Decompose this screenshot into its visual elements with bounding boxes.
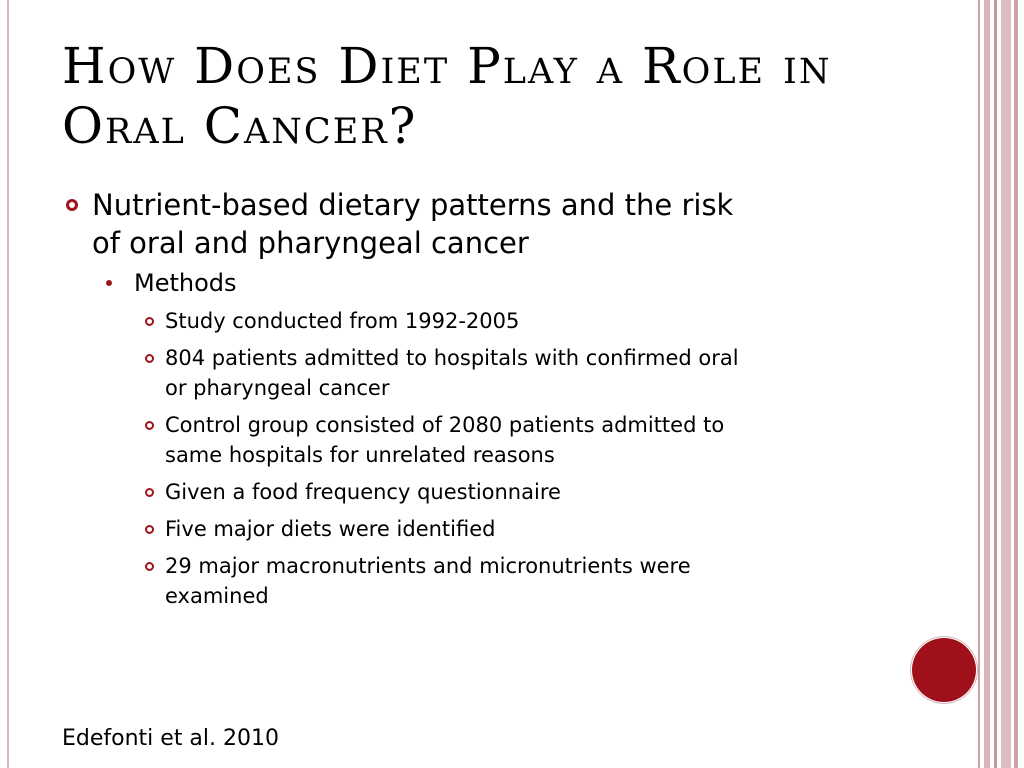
- citation: Edefonti et al. 2010: [62, 726, 280, 751]
- right-stripe: [1001, 0, 1011, 768]
- small-ring-bullet-icon: [145, 354, 154, 363]
- bullet-level1-line1: Nutrient-based dietary patterns and the risk: [92, 188, 734, 222]
- small-ring-bullet-icon: [145, 317, 154, 326]
- point-text: Study conducted from 1992-2005: [165, 309, 520, 333]
- right-stripe: [994, 0, 997, 768]
- small-ring-bullet-icon: [145, 421, 154, 430]
- bullet-level3: [62, 410, 892, 470]
- sub-heading-methods: Methods: [134, 269, 237, 297]
- right-stripe: [978, 0, 980, 768]
- point-text-continued: examined: [165, 584, 269, 608]
- small-ring-bullet-icon: [145, 525, 154, 534]
- point-text-continued: same hospitals for unrelated reasons: [165, 443, 555, 467]
- bullet-level3: [62, 514, 892, 544]
- point-text: Five major diets were identified: [165, 517, 496, 541]
- bullet-level3: [62, 551, 892, 611]
- bullet-level3: [62, 477, 892, 507]
- right-stripe: [984, 0, 990, 768]
- point-text: Given a food frequency questionnaire: [165, 480, 561, 504]
- dot-bullet-icon: [106, 280, 112, 286]
- bullet-level1: [62, 186, 892, 262]
- slide-title-line2: Oral Cancer?: [62, 97, 418, 155]
- point-text: 804 patients admitted to hospitals with confirmed oral: [165, 346, 739, 370]
- left-border-line: [7, 0, 9, 768]
- red-circle-icon: [912, 638, 976, 702]
- small-ring-bullet-icon: [145, 562, 154, 571]
- bullet-level3: [62, 343, 892, 403]
- point-text: 29 major macronutrients and micronutrients were: [165, 554, 691, 578]
- bullet-level1-line2: of oral and pharyngeal cancer: [92, 226, 529, 260]
- point-text-continued: or pharyngeal cancer: [165, 376, 390, 400]
- bullet-level2: [62, 268, 892, 298]
- slide-content: [62, 186, 892, 618]
- slide-title-line1: How Does Diet Play a Role in: [62, 37, 832, 95]
- slide-title: [62, 36, 942, 156]
- ring-bullet-icon: [66, 199, 78, 211]
- small-ring-bullet-icon: [145, 488, 154, 497]
- point-text: Control group consisted of 2080 patients admitted to: [165, 413, 725, 437]
- right-stripe: [1014, 0, 1018, 768]
- bullet-level3: [62, 306, 892, 336]
